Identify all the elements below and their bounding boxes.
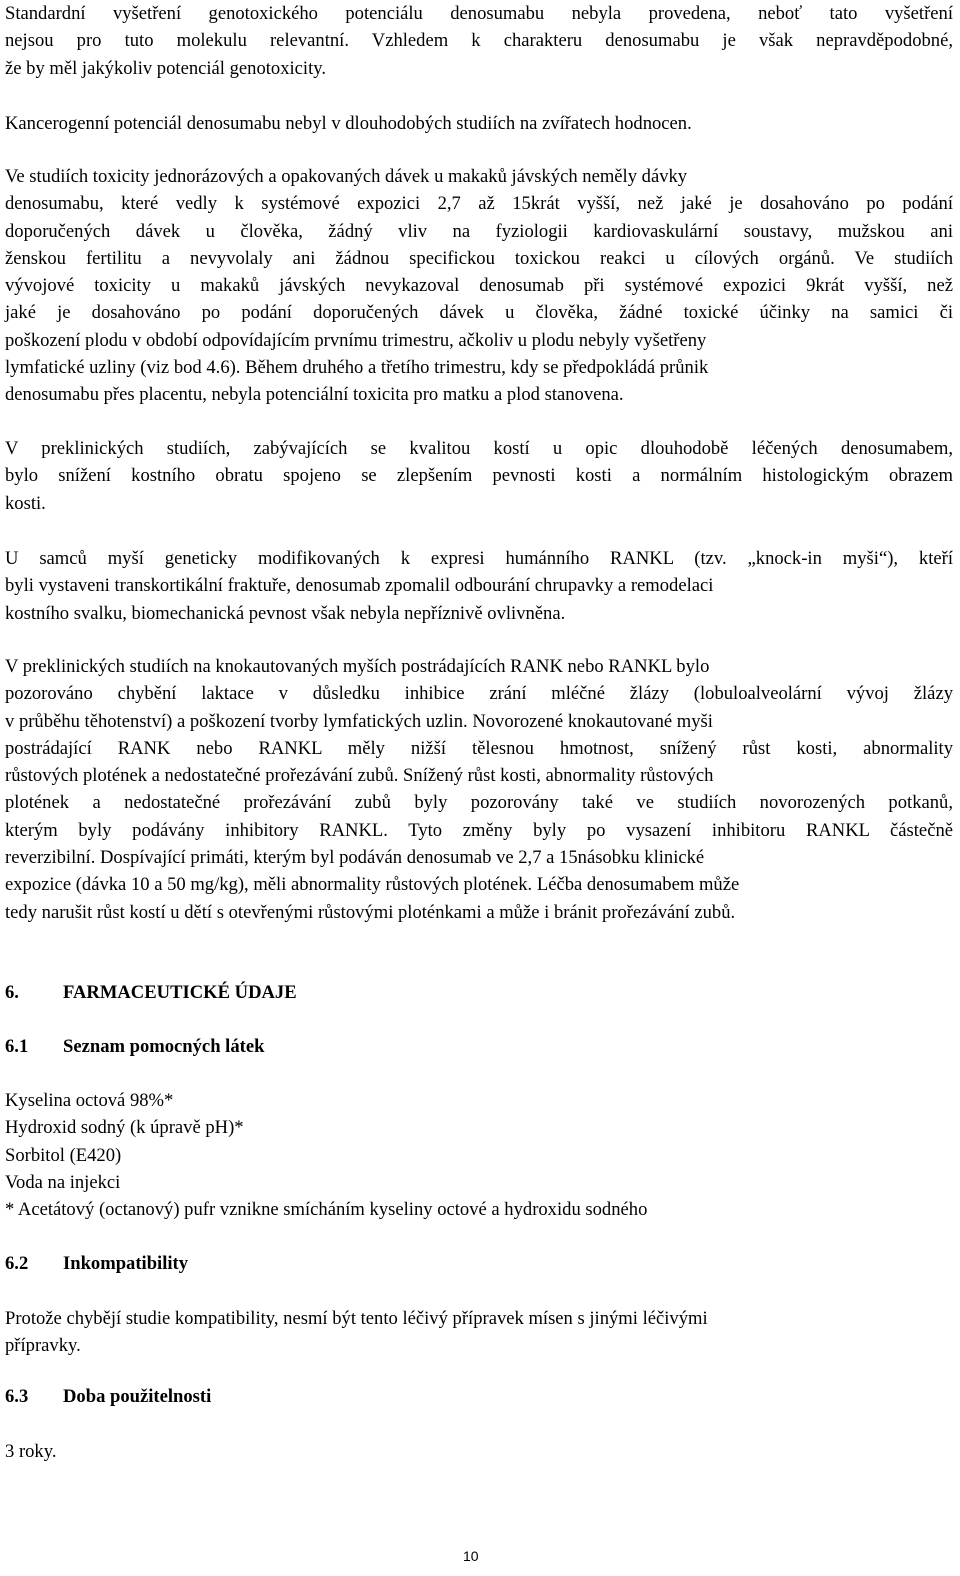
text-line: přípravky. xyxy=(5,1335,81,1357)
text-line: denosumabu, které vedly k systémové expozici 2,7 až 15krát vyšší, než jaké je dosahováno po podání xyxy=(5,193,953,215)
text-line: bylo snížení kostního obratu spojeno se zlepšením pevnosti kosti a normálním histologickým obrazem xyxy=(5,465,953,487)
paragraph-genotoxicity xyxy=(5,0,953,82)
text-line: vývojové toxicity u makaků jávských nevykazoval denosumab při systémové expozici 9krát vyšší, než xyxy=(5,275,953,297)
text-line: Kancerogenní potenciál denosumabu nebyl v dlouhodobých studiích na zvířatech hodnocen. xyxy=(5,113,692,134)
paragraph-knock-in xyxy=(5,545,953,627)
text-line: U samců myší geneticky modifikovaných k expresi humánního RANKL (tzv. „knock-in myši“), kteří xyxy=(5,548,953,569)
section-number: 6.3 xyxy=(5,1386,29,1407)
text-line: kosti. xyxy=(5,492,46,514)
text-line: lymfatické uzliny (viz bod 4.6). Během druhého a třetího trimestru, kdy se předpokládá průnik xyxy=(5,357,709,379)
section-title: Seznam pomocných látek xyxy=(63,1036,265,1057)
list-item: Voda na injekci xyxy=(5,1171,121,1193)
text-line: Protože chybějí studie kompatibility, nesmí být tento léčivý přípravek mísen s jinými léčivými xyxy=(5,1308,708,1329)
text-line: kterým byly podávány inhibitory RANKL. Tyto změny byly po vysazení inhibitoru RANKL částečně xyxy=(5,819,953,841)
page-number: 10 xyxy=(463,1548,479,1564)
section-heading-6-2 xyxy=(5,1250,188,1277)
text-line: denosumabu přes placentu, nebyla potenciální toxicita pro matku a plod stanovena. xyxy=(5,384,624,406)
text-line: že by měl jakýkoliv potenciál genotoxicity. xyxy=(5,57,326,79)
paragraph-toxicity xyxy=(5,163,953,409)
list-item: Sorbitol (E420) xyxy=(5,1144,122,1166)
section-title: FARMACEUTICKÉ ÚDAJE xyxy=(63,982,297,1003)
section-number: 6.2 xyxy=(5,1253,29,1274)
text-line: tedy narušit růst kostí u dětí s otevřenými růstovými ploténkami a může i bránit prořezávání zubů. xyxy=(5,901,736,923)
text-line: postrádající RANK nebo RANKL měly nižší tělesnou hmotnost, snížený růst kosti, abnormality xyxy=(5,737,953,759)
section-number: 6.1 xyxy=(5,1036,29,1057)
text-line: poškození plodu v období odpovídajícím prvnímu trimestru, ačkoliv u plodu nebyly vyšetřeny xyxy=(5,329,707,351)
paragraph-shelf-life xyxy=(5,1438,953,1465)
text-line: ženskou fertilitu a nevyvolaly ani žádnou specifickou toxickou reakci u cílových orgánů. Ve studiích xyxy=(5,247,953,269)
text-line: kostního svalku, biomechanická pevnost však nebyla nepříznivě ovlivněna. xyxy=(5,602,566,624)
text-line: Standardní vyšetření genotoxického potenciálu denosumabu nebyla provedena, neboť tato vyšetření xyxy=(5,3,953,24)
list-item: Hydroxid sodný (k úpravě pH)* xyxy=(5,1117,244,1139)
paragraph-incompatibility xyxy=(5,1305,953,1360)
section-heading-6-3 xyxy=(5,1383,211,1410)
section-title: Doba použitelnosti xyxy=(63,1386,212,1407)
text-line: V preklinických studiích, zabývajících se kvalitou kostí u opic dlouhodobě léčených denosumabem, xyxy=(5,438,953,459)
list-item: Kyselina octová 98%* xyxy=(5,1090,174,1111)
text-line: plotének a nedostatečné prořezávání zubů byly pozorovány také ve studiích novorozených potkanů, xyxy=(5,792,953,814)
text-line: reverzibilní. Dospívající primáti, kterým byl podáván denosumab ve 2,7 a 15násobku klinické xyxy=(5,847,705,869)
text-line: expozice (dávka 10 a 50 mg/kg), měli abnormality růstových plotének. Léčba denosumabem může xyxy=(5,874,740,896)
section-heading-6-1 xyxy=(5,1033,264,1060)
text-line: růstových plotének a nedostatečné prořezávání zubů. Snížený růst kosti, abnormality růstových xyxy=(5,765,714,787)
section-heading-6 xyxy=(5,979,297,1006)
paragraph-knockout xyxy=(5,653,953,926)
excipients-list xyxy=(5,1087,953,1223)
text-line: Ve studiích toxicity jednorázových a opakovaných dávek u makaků jávských neměly dávky xyxy=(5,166,688,187)
text-line: 3 roky. xyxy=(5,1441,57,1462)
text-line: byli vystaveni transkortikální fraktuře, denosumab zpomalil odbourání chrupavky a remodelaci xyxy=(5,575,714,597)
paragraph-bone-quality xyxy=(5,435,953,517)
text-line: pozorováno chybění laktace v důsledku inhibice zrání mléčné žlázy (lobuloalveolární vývoj žlázy xyxy=(5,683,953,705)
paragraph-carcinogenicity xyxy=(5,110,953,137)
text-line: jaké je dosahováno po podání doporučených dávek u člověka, žádné toxické účinky na samici či xyxy=(5,302,953,324)
text-line: doporučených dávek u člověka, žádný vliv na fyziologii kardiovaskulární soustavy, mužskou ani xyxy=(5,220,953,242)
footnote: * Acetátový (octanový) pufr vznikne smícháním kyseliny octové a hydroxidu sodného xyxy=(5,1199,648,1221)
text-line: V preklinických studiích na knokautovaných myších postrádajících RANK nebo RANKL bylo xyxy=(5,656,710,677)
section-number: 6. xyxy=(5,982,19,1003)
text-line: v průběhu těhotenství) a poškození tvorby lymfatických uzlin. Novorozené knokautované myši xyxy=(5,710,713,732)
section-title: Inkompatibility xyxy=(63,1253,189,1274)
text-line: nejsou pro tuto molekulu relevantní. Vzhledem k charakteru denosumabu je však nepravděpodobné, xyxy=(5,30,953,52)
